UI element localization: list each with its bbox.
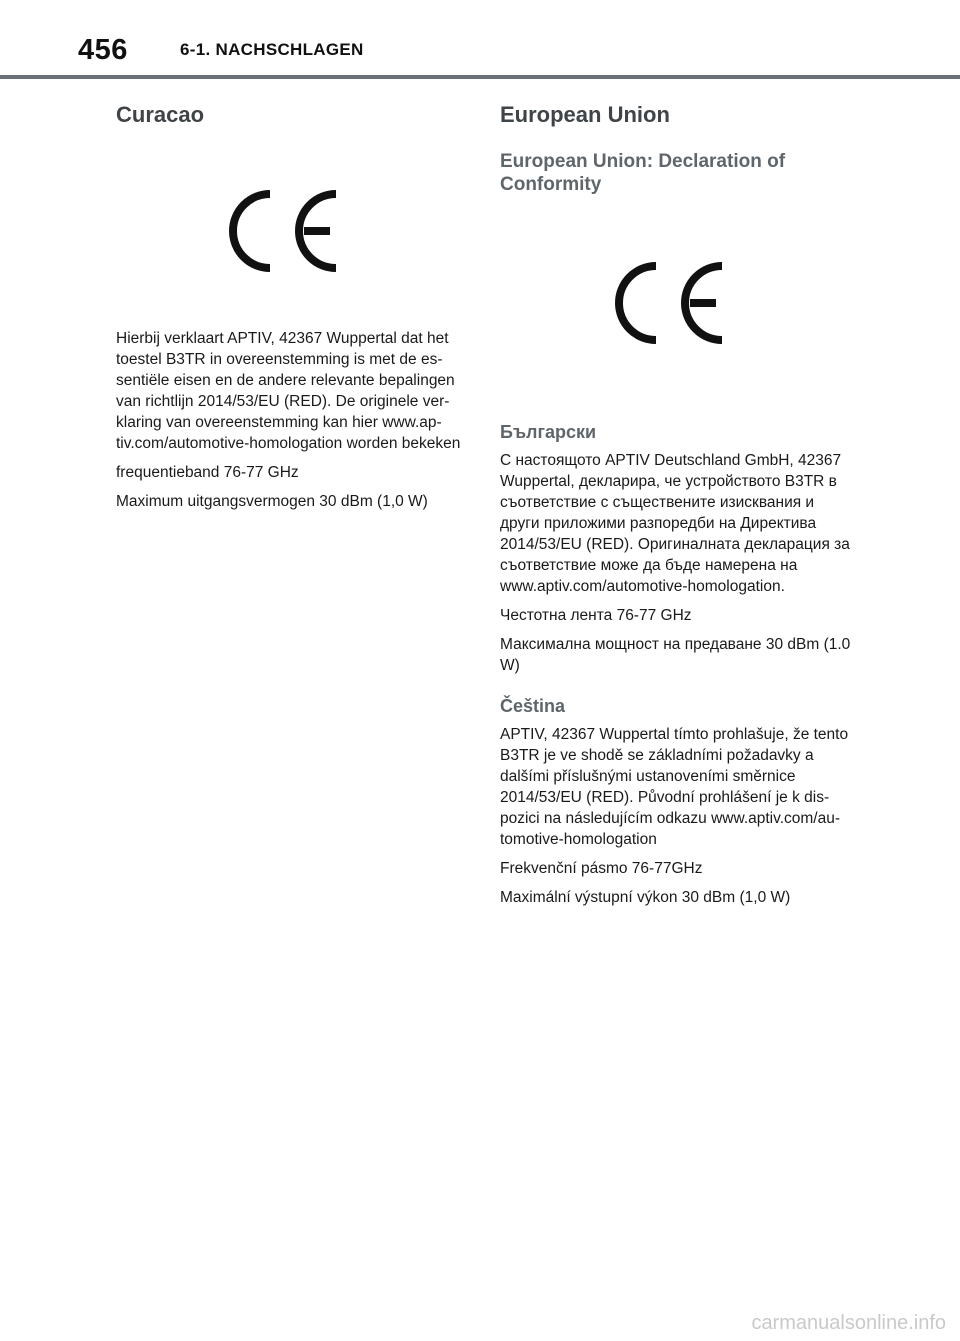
bulgarian-heading: Български	[500, 422, 597, 442]
page-number: 456	[78, 34, 128, 66]
ce-mark-icon	[612, 258, 728, 348]
czech-body	[500, 724, 856, 908]
czech-frequency: Frekvenční pásmo 76-77GHz	[500, 860, 703, 877]
curacao-body	[116, 328, 466, 512]
czech-declaration: APTIV, 42367 Wuppertal tímto prohlašuje, že tento B3TR je ve shodě se základními požadavky a dalšími příslušnými ustanoveními směrnice 2014/53/EU (RED). Původní prohlášení je k dispozici na následujícím odkazu www.aptiv.com/automotive-homologation	[500, 726, 849, 848]
ce-mark-icon	[226, 186, 342, 276]
bulgarian-power: Максимална мощност на предаване 30 dBm (1.0 W)	[500, 636, 851, 674]
czech-heading: Čeština	[500, 696, 566, 716]
curacao-frequency: frequentieband 76-77 GHz	[116, 464, 299, 481]
header-rule	[0, 75, 960, 79]
bulgarian-declaration: С настоящото APTIV Deutschland GmbH, 42367 Wuppertal, декларира, че устройството B3TR в съответствие с съществените изисквания и други приложими разпоредби на Директива 2014/53/EU (RED). Оригиналната декларация за съответствие може да бъде намерена на www.aptiv.com/automotive-homologation.	[500, 452, 850, 595]
bulgarian-body	[500, 450, 856, 676]
page-header	[0, 0, 960, 80]
left-column	[116, 100, 466, 520]
section-title: 6-1. NACHSCHLAGEN	[180, 40, 364, 59]
curacao-heading: Curacao	[116, 102, 205, 127]
curacao-declaration: Hierbij verklaart APTIV, 42367 Wuppertal dat het toestel B3TR in overeenstemming is met de essentiële eisen en de andere relevante bepalingen van richtlijn 2014/53/EU (RED). De originele verklaring van overeenstemming kan hier www.aptiv.com/automotive-homologation worden bekeken	[116, 330, 461, 452]
eu-subheading: European Union: Declaration of Conformity	[500, 151, 786, 195]
curacao-power: Maximum uitgangsvermogen 30 dBm (1,0 W)	[116, 493, 428, 510]
bulgarian-frequency: Честотна лента 76-77 GHz	[500, 607, 692, 624]
watermark: carmanualsonline.info	[751, 1312, 946, 1334]
czech-power: Maximální výstupní výkon 30 dBm (1,0 W)	[500, 889, 791, 906]
right-column	[500, 100, 856, 916]
eu-heading: European Union	[500, 102, 670, 127]
